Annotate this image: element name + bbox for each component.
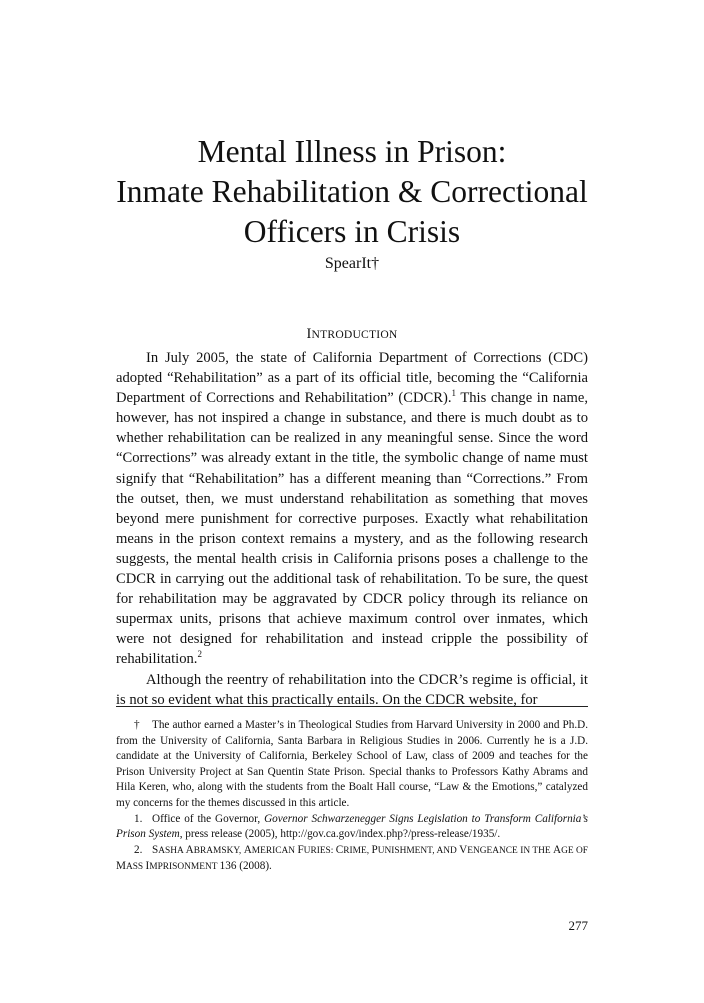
footnote-1-text-a: Office of the Governor,	[152, 812, 265, 825]
sc-cap: S	[152, 843, 159, 856]
section-heading-introduction	[116, 326, 588, 343]
sc-rest: ASS	[125, 862, 146, 873]
sc-rest: MPRISONMENT	[149, 862, 220, 873]
sc-rest: URIES:	[303, 845, 336, 856]
footnote-2-citation	[116, 844, 588, 873]
footnote-ref-1: 1	[451, 388, 456, 399]
body-text	[116, 348, 588, 710]
article-title	[96, 132, 608, 252]
footnote-2-tail: 136 (2008).	[219, 860, 272, 873]
title-line-2: Inmate Rehabilitation & Correctional	[116, 174, 588, 209]
footnote-dagger-text: The author earned a Master’s in Theological Studies from Harvard University in 2000 and Ph.D. from the University of California, Santa Barbara in Religious Studies in 2006. Currently he is a J.D. candidate at the University of California, Berkeley School of Law, class of 2009 and teaches for the Prison University Project at San Quentin State Prison. Special thanks to Professors Kathy Abrams and Hila Keren, who, along with the students from the Boalt Hall course, “Law & the Emotions,” catalyzed my concerns for the themes discussed in this article.	[116, 719, 588, 809]
footnote-1-italic-title: Governor Schwarzenegger Signs Legislation to Transform California’s Prison System	[116, 812, 588, 841]
sc-cap: F	[297, 843, 304, 856]
body-paragraph-2: Although the reentry of rehabilitation into the CDCR’s regime is official, it is not so evident what this practically entails. On the CDCR website, for	[116, 671, 588, 708]
footnote-dagger-mark: †	[134, 719, 140, 731]
sc-cap: C	[335, 843, 344, 856]
sc-rest: ENGEANCE IN THE	[467, 845, 553, 856]
sc-rest: GE OF	[561, 845, 588, 856]
footnotes	[116, 718, 588, 876]
body-paragraph-1-part-a: In July 2005, the state of California Department of Corrections (CDC) adopted “Rehabilitation” as a part of its official title, becoming the “California Department of Corrections and Rehabilitation” (CDCR).	[116, 350, 588, 407]
section-heading-rest: NTRODUCTION	[311, 328, 398, 341]
page-number: 277	[568, 918, 588, 933]
section-heading-initial: I	[306, 326, 312, 342]
footnote-dagger	[116, 718, 588, 812]
article-page	[116, 0, 588, 1003]
footnote-1	[116, 812, 588, 843]
footnote-divider	[116, 706, 588, 707]
title-line-3: Officers in Crisis	[243, 214, 461, 249]
body-paragraph-1	[116, 348, 588, 670]
sc-cap: A	[243, 843, 252, 856]
sc-cap: A	[185, 843, 194, 856]
title-line-1: Mental Illness in Prison:	[197, 134, 507, 169]
sc-cap: P	[371, 843, 378, 856]
sc-cap: I	[145, 860, 150, 873]
footnote-1-text-b: , press release (2005), http://gov.ca.gov/index.php?/press-release/1935/.	[179, 828, 501, 841]
footnote-1-mark: 1.	[134, 812, 143, 825]
footnote-2	[116, 843, 588, 876]
sc-cap: M	[116, 860, 126, 873]
sc-cap: A	[552, 843, 562, 856]
sc-rest: RIME,	[343, 845, 372, 856]
sc-rest: MERICAN	[251, 845, 298, 856]
footnote-ref-2: 2	[197, 649, 202, 660]
footnote-2-mark: 2.	[134, 843, 143, 856]
author-name: SpearIt†	[324, 255, 380, 272]
sc-cap: V	[459, 843, 468, 856]
sc-rest: UNISHMENT, AND	[377, 845, 460, 856]
sc-rest: ASHA	[158, 845, 186, 856]
body-paragraph-1-part-b: This change in name, however, has not inspired a change in substance, and there is much doubt as to whether rehabilitation can be realized in any meaningful sense. Since the word “Corrections” was already extant in the title, the symbolic change of name must signify that “Rehabilitation” has a different meaning than “Corrections.” From the outset, then, we must understand rehabilitation as something that moves beyond mere punishment for corrective purposes. Exactly what rehabilitation means in the prison context remains a mystery, and as the following research suggests, the mental health crisis in California prisons poses a challenge to the CDCR in carrying out the additional task of rehabilitation. To be sure, the quest for rehabilitation may be aggravated by CDCR policy through its reliance on supermax units, prisons that achieve maximum control over inmates, which were not designed for rehabilitation and instead cripple the possibility of rehabilitation.	[116, 390, 588, 668]
sc-rest: BRAMSKY,	[193, 845, 244, 856]
